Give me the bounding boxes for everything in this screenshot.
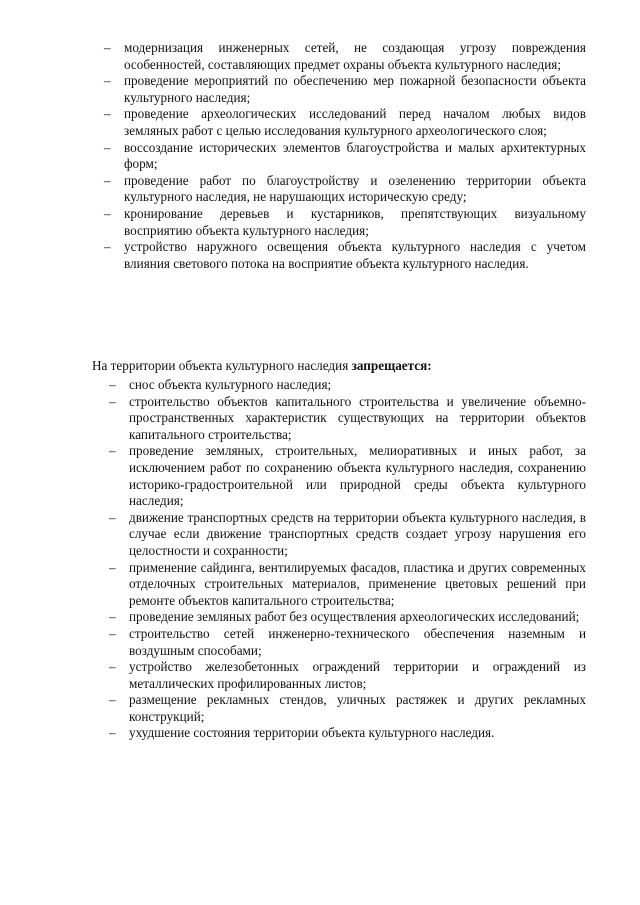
allowed-works-list <box>104 40 586 272</box>
list-item-text: кронирование деревьев и кустарников, препятствующих визуальному восприятию объекта культурного наследия; <box>124 205 586 238</box>
list-item-text: проведение земляных работ без осуществления археологических исследований; <box>129 609 580 625</box>
intro-bold: запрещается: <box>351 358 432 373</box>
list-item <box>104 139 586 173</box>
list-dash: – <box>104 172 111 188</box>
list-item <box>109 393 586 444</box>
list-dash: – <box>109 559 116 575</box>
list-item-text: устройство наружного освещения объекта культурного наследия с учетом влияния светового потока на восприятие объекта культурного наследия. <box>124 239 586 271</box>
list-dash: – <box>104 139 111 155</box>
list-item-text: модернизация инженерных сетей, не создающая угрозу повреждения особенностей, составляющих предмет охраны объекта культурного наследия; <box>124 40 586 72</box>
list-dash: – <box>109 377 116 392</box>
list-item <box>109 692 586 725</box>
list-item-text: движение транспортных средств на территории объекта культурного наследия, в случае если движение транспортных средств создает угрозу нарушения его целостности и сохранности; <box>129 509 586 558</box>
list-item-text: проведение работ по благоустройству и озеленению территории объекта культурного наследия, не нарушающих историческую среду; <box>124 172 586 205</box>
list-dash: – <box>109 692 116 708</box>
list-item <box>104 40 586 73</box>
list-item <box>109 377 586 394</box>
list-dash: – <box>109 725 116 741</box>
prohibited-intro <box>92 358 586 375</box>
list-dash: – <box>104 73 111 89</box>
intro-text: На территории объекта культурного наследия <box>92 358 352 373</box>
list-item <box>109 443 586 509</box>
list-dash: – <box>109 509 116 525</box>
list-item <box>109 659 586 692</box>
list-item-text: проведение мероприятий по обеспечению мер пожарной безопасности объекта культурного наследия; <box>124 73 586 105</box>
list-item <box>109 625 586 659</box>
list-item <box>109 559 586 610</box>
list-item <box>104 205 586 239</box>
list-dash: – <box>109 625 116 641</box>
list-dash: – <box>104 40 111 55</box>
list-dash: – <box>109 393 116 409</box>
list-item <box>109 725 586 742</box>
list-item <box>104 73 586 106</box>
list-item-text: устройство железобетонных ограждений территории и ограждений из металлических профилированных листов; <box>129 659 586 691</box>
list-item <box>104 106 586 139</box>
list-dash: – <box>104 239 111 255</box>
list-item <box>104 239 586 272</box>
list-item-text: проведение земляных, строительных, мелиоративных и иных работ, за исключением работ по сохранению объекта культурного наследия, сохранению историко-градостроительной или природной среды объекта культурного наследия; <box>129 443 586 509</box>
list-item <box>109 509 586 560</box>
list-item-text: снос объекта культурного наследия; <box>129 377 332 392</box>
prohibited-works-list <box>109 377 586 742</box>
list-dash: – <box>104 205 111 221</box>
list-item-text: размещение рекламных стендов, уличных растяжек и других рекламных конструкций; <box>129 692 586 724</box>
list-dash: – <box>109 443 116 459</box>
list-item-text: строительство сетей инженерно-технического обеспечения наземным и воздушным способами; <box>129 625 586 658</box>
list-item <box>104 172 586 206</box>
list-item-text: ухудшение состояния территории объекта культурного наследия. <box>129 725 495 741</box>
list-dash: – <box>104 106 111 122</box>
list-item <box>109 609 586 626</box>
list-item-text: проведение археологических исследований перед началом любых видов земляных работ с целью исследования культурного археологического слоя; <box>124 106 586 138</box>
list-item-text: воссоздание исторических элементов благоустройства и малых архитектурных форм; <box>124 139 586 172</box>
list-item-text: строительство объектов капитального строительства и увеличение объемно-пространственных характеристик существующих на территории объектов капитального строительства; <box>129 393 586 442</box>
list-dash: – <box>109 659 116 675</box>
list-dash: – <box>109 609 116 625</box>
list-item-text: применение сайдинга, вентилируемых фасадов, пластика и других современных отделочных строительных материалов, применение цветовых решений при ремонте объектов капитального строительства; <box>129 559 586 608</box>
